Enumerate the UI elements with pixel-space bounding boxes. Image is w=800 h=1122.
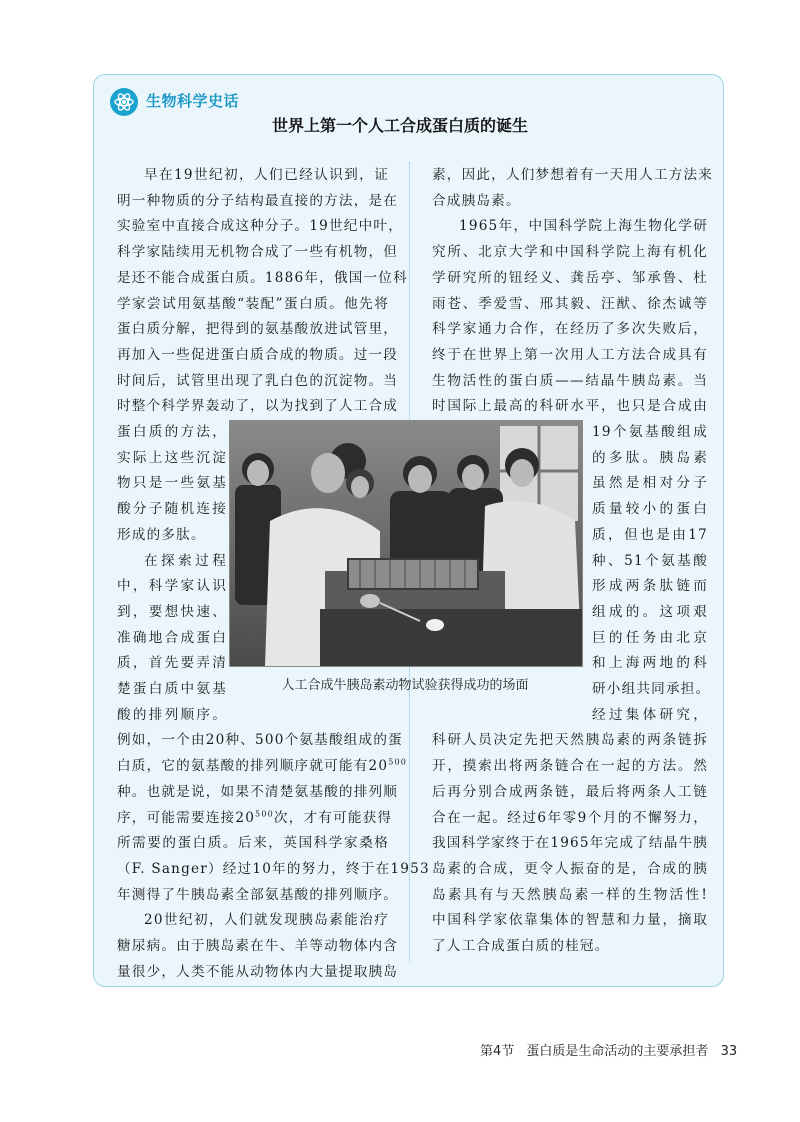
text-line: 岛素具有与天然胰岛素一样的生物活性! [432,886,708,903]
text-line: 到，要想快速、 [117,603,227,620]
text-line: 岛素的合成，更令人振奋的是，合成的胰 [432,860,708,877]
text-line: （F. Sanger）经过10年的努力，终于在1953 [117,860,430,877]
text-line: 后再分别合成两条链，最后将两条人工链 [432,783,708,800]
text-line: 年测得了牛胰岛素全部氨基酸的排列顺序。 [117,886,399,903]
text-line: 科学家陆续用无机物合成了一些有机物，但 [117,244,399,261]
text-line: 1965年，中国科学院上海生物化学研 [459,218,708,235]
lab-scene-illustration [230,421,582,666]
text-line: 科研人员决定先把天然胰岛素的两条链拆 [432,732,708,749]
text-line: 蛋白质分解，把得到的氨基酸放进试管里， [117,321,399,338]
text-line: 所需要的蛋白质。后来，英国科学家桑格 [117,835,389,852]
text-line: 经过集体研究， [592,706,708,723]
text-line: 例如，一个由20种、500个氨基酸组成的蛋 [117,732,403,749]
article-title: 世界上第一个人工合成蛋白质的诞生 [271,116,528,135]
text-line: 是还不能合成蛋白质。1886年，俄国一位科 [117,269,408,286]
text-line: 时间后，试管里出现了乳白色的沉淀物。当 [117,372,399,389]
text-line: 中，科学家认识 [117,578,227,595]
footer-section: 第4节 [480,1044,515,1059]
text-line: 质，首先要弄清 [117,655,227,672]
text-line: 和上海两地的科 [592,655,708,672]
text-line: 研小组共同承担。 [592,681,711,697]
text-line: 中国科学家依靠集体的智慧和力量，摘取 [432,912,708,929]
text-line: 学研究所的钮经义、龚岳亭、邹承鲁、杜 [432,269,708,286]
text-line: 早在19世纪初，人们已经认识到，证 [144,167,389,183]
text-line: 合成胰岛素。 [432,192,521,209]
text-line: 蛋白质的方法， [117,424,227,440]
text-line: 序，可能需要连接$20^{500}$次，才有可能获得 [117,808,393,826]
superscript: 500 [388,757,408,767]
text-line: 糖尿病。由于胰岛素在牛、羊等动物体内含 [117,938,399,954]
text-line: 量很少，人类不能从动物体内大量提取胰岛 [117,963,399,980]
text-line: 实际上这些沉淀 [117,449,227,466]
text-line: 我国科学家终于在1965年完成了结晶牛胰 [432,835,709,852]
text-line: 物只是一些氨基 [117,475,227,492]
footer-chapter-title: 蛋白质是生命活动的主要承担者 [526,1044,709,1059]
text-line: 素，因此，人们梦想着有一天用人工方法来 [432,167,714,183]
text-line: 形成的多肽。 [117,526,206,543]
text-line: 在探索过程 [144,552,227,569]
text-line: 种、51个氨基酸 [592,552,708,569]
text-line: 开，摸索出将两条链合在一起的方法。然 [432,758,708,775]
text-line: 巨的任务由北京 [592,629,708,646]
text-line: 生物活性的蛋白质——结晶牛胰岛素。当 [432,372,708,389]
text-line: 20世纪初，人们就发现胰岛素能治疗 [144,912,389,929]
historical-photo [229,420,583,667]
text-line: 酸分子随机连接 [117,501,227,518]
text-line: 再加入一些促进蛋白质合成的物质。过一段 [117,346,399,363]
text-line: 时国际上最高的科研水平，也只是合成由 [432,398,708,415]
text-line: 究所、北京大学和中国科学院上海有机化 [432,244,708,261]
text-line: 虽然是相对分子 [592,475,708,492]
text-line: 组成的。这项艰 [592,603,708,620]
text-line: 的多肽。胰岛素 [592,449,708,466]
section-badge [110,88,138,116]
photo-caption: 人工合成牛胰岛素动物试验获得成功的场面 [281,678,529,693]
section-label: 生物科学史话 [146,92,240,110]
text-line: 合在一起。经过6年零9个月的不懈努力， [432,809,708,826]
text-line: 雨苍、季爱雪、邢其毅、汪猷、徐杰诚等 [432,295,708,312]
text-line: 白质，它的氨基酸的排列顺序就可能有$20^{500}$ [117,757,408,775]
text-line: 种。也就是说，如果不清楚氨基酸的排列顺 [117,783,399,800]
page-number: 33 [720,1044,738,1059]
text-line: 楚蛋白质中氨基 [117,681,227,697]
text-line: 实验室中直接合成这种分子。19世纪中叶， [117,218,403,235]
text-line: 明一种物质的分子结构最直接的方法，是在 [117,192,399,209]
text-line: 质，但也是由17 [592,526,708,543]
superscript: 500 [255,808,274,818]
text-line: 时整个科学界轰动了，以为找到了人工合成 [117,398,399,415]
text-line: 终于在世界上第一次用人工方法合成具有 [432,346,708,363]
text-line: 学家尝试用氨基酸“装配”蛋白质。他先将 [117,295,389,312]
text-line: 形成两条肽链而 [592,578,708,595]
page-footer [480,1040,745,1059]
text-line: 科学家通力合作，在经历了多次失败后， [432,321,708,338]
atom-icon [113,91,135,113]
text-line: 了人工合成蛋白质的桂冠。 [432,938,610,954]
text-line: 准确地合成蛋白 [117,629,227,646]
text-line: 酸的排列顺序。 [117,706,227,723]
text-line: 19个氨基酸组成 [592,424,708,440]
text-line: 质量较小的蛋白 [592,501,708,518]
